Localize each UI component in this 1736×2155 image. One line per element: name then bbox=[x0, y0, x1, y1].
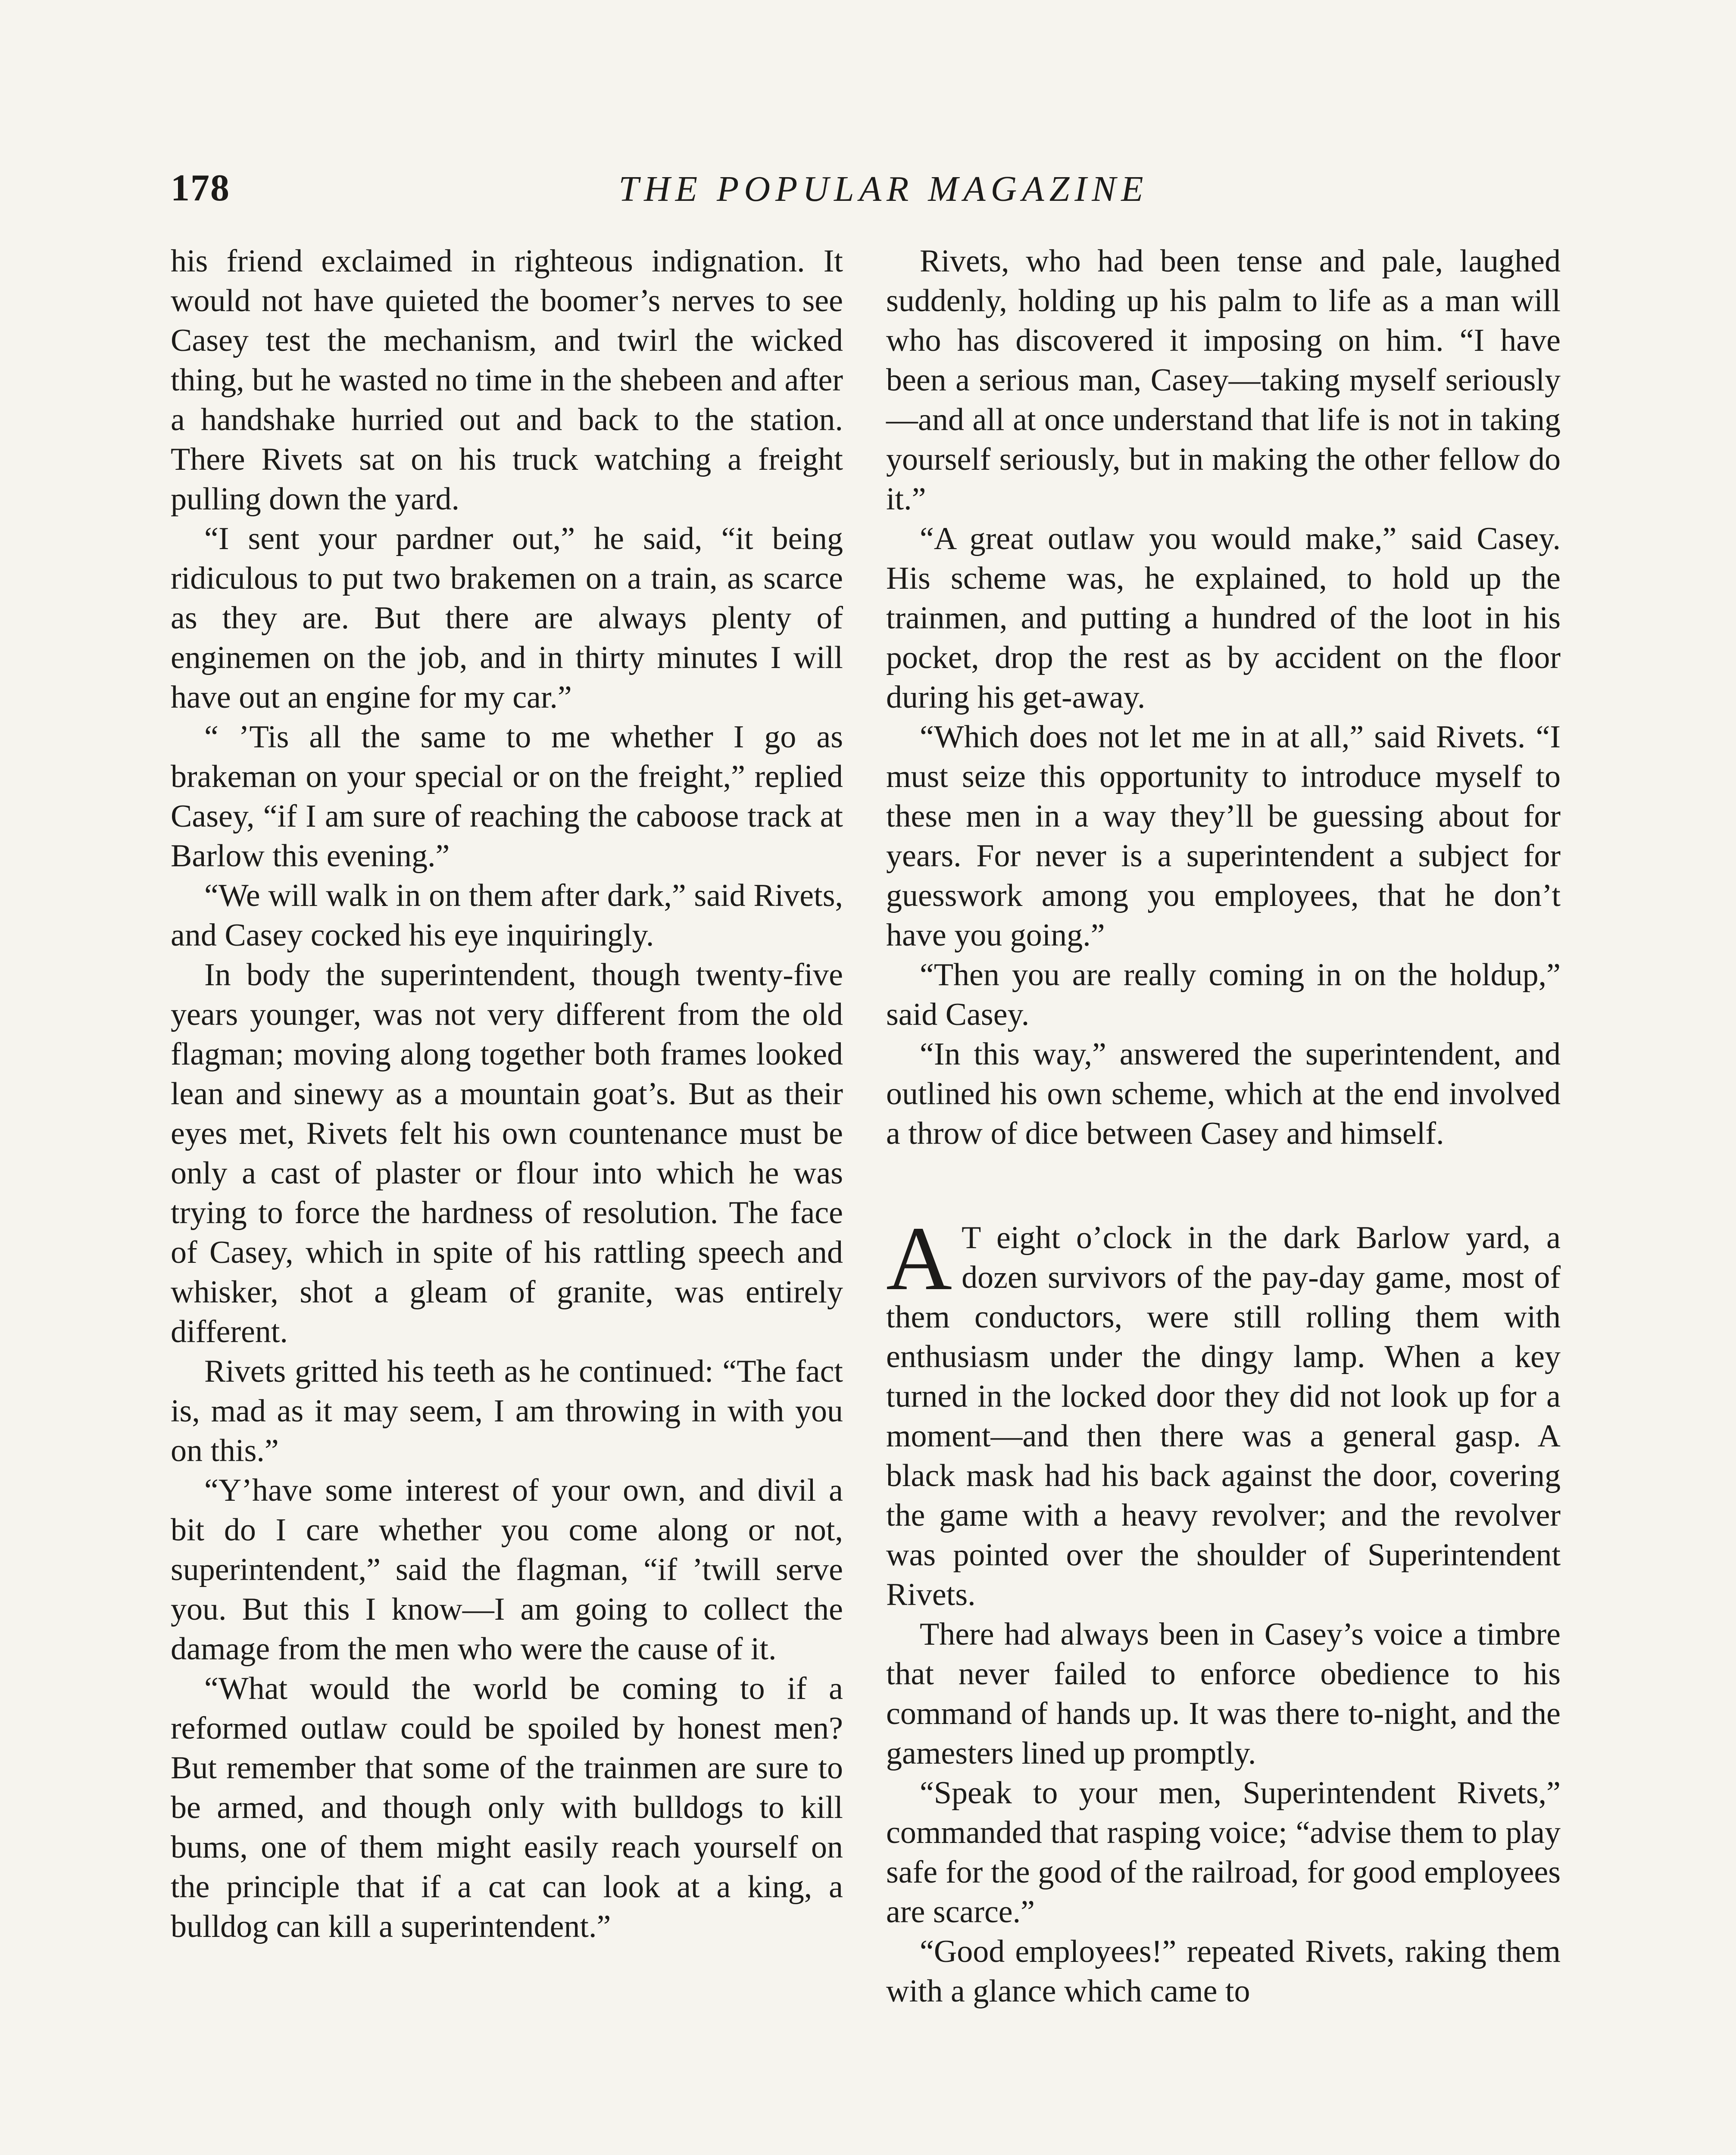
section-opening-paragraph bbox=[886, 1208, 1561, 1615]
paragraph: his friend exclaimed in righteous indignation. It would not have quieted the boomer’s nerves to see Casey test the mechanism, and twirl the wicked thing, but he wasted no time in the shebeen and after a handshake hurried out and back to the station. There Rivets sat on his truck watching a freight pulling down the yard. bbox=[171, 244, 843, 517]
paragraph: Rivets gritted his teeth as he continued: “The fact is, mad as it may seem, I am throwing in with you on this.” bbox=[171, 1354, 843, 1468]
paragraph: “Y’have some interest of your own, and divil a bit do I care whether you come along or not, superintendent,” said the flagman, “if ’twill serve you. But this I know—I am going to collect the damage from the men who were the cause of it. bbox=[171, 1473, 843, 1667]
drop-cap: A bbox=[886, 1208, 952, 1309]
paragraph: Rivets, who had been tense and pale, laughed suddenly, holding up his palm to life as a man will who has discovered it imposing on him. “I have been a serious man, Casey—taking myself seriously—and all at once understand that life is not in taking yourself seriously, but in making the other fellow do it.” bbox=[886, 244, 1561, 517]
paragraph: In body the superintendent, though twenty-five years younger, was not very different from the old flagman; moving along together both frames looked lean and sinewy as a mountain goat’s. But as their eyes met, Rivets felt his own countenance must be only a cast of plaster or flour into which he was trying to force the hardness of resolution. The face of Casey, which in spite of his rattling speech and whisker, shot a gleam of granite, was entirely different. bbox=[171, 957, 843, 1349]
paragraph: “Good employees!” repeated Rivets, raking them with a glance which came to bbox=[886, 1934, 1561, 2009]
paragraph: “Speak to your men, Superintendent Rivets,” commanded that rasping voice; “advise them to play safe for the good of the railroad, for good employees are scarce.” bbox=[886, 1775, 1561, 1930]
paragraph: “We will walk in on them after dark,” said Rivets, and Casey cocked his eye inquiringly. bbox=[171, 878, 843, 953]
paragraph: There had always been in Casey’s voice a timbre that never failed to enforce obedience to his command of hands up. It was there to-night, and the gamesters lined up promptly. bbox=[886, 1617, 1561, 1771]
paragraph: “Which does not let me in at all,” said Rivets. “I must seize this opportunity to introduce myself to these men in a way they’ll be guessing about for years. For never is a superintendent a subject for guesswork among you employees, that he don’t have you going.” bbox=[886, 719, 1561, 953]
paragraph: “A great outlaw you would make,” said Casey. His scheme was, he explained, to hold up the trainmen, and putting a hundred of the loot in his pocket, drop the rest as by accident on the floor during his get-away. bbox=[886, 521, 1561, 715]
paragraph: “ ’Tis all the same to me whether I go as brakeman on your special or on the freight,” replied Casey, “if I am sure of reaching the caboose track at Barlow this evening.” bbox=[171, 719, 843, 874]
paragraph: “Then you are really coming in on the holdup,” said Casey. bbox=[886, 957, 1561, 1032]
page-number: 178 bbox=[171, 167, 230, 209]
right-column bbox=[886, 241, 1561, 2011]
paragraph: “I sent your pardner out,” he said, “it being ridiculous to put two brakemen on a train, as scarce as they are. But there are always plenty of enginemen on the job, and in thirty minutes I will have out an engine for my car.” bbox=[171, 521, 843, 715]
left-column bbox=[171, 241, 843, 1946]
section-opening-text: T eight o’clock in the dark Barlow yard, a dozen survivors of the pay-day game, most of them conductors, were still rolling them with enthusiasm under the dingy lamp. When a key turned in the locked door they did not look up for a moment—and then there was a general gasp. A black mask had his back against the door, covering the game with a heavy revolver; and the revolver was pointed over the shoulder of Superintendent Rivets. bbox=[886, 1220, 1561, 1612]
paragraph: “In this way,” answered the superintendent, and outlined his own scheme, which at the end involved a throw of dice between Casey and himself. bbox=[886, 1037, 1561, 1151]
paragraph: “What would the world be coming to if a reformed outlaw could be spoiled by honest men? But remember that some of the trainmen are sure to be armed, and though only with bulldogs to kill bums, one of them might easily reach yourself on the principle that if a cat can look at a king, a bulldog can kill a superintendent.” bbox=[171, 1671, 843, 1944]
running-title: THE POPULAR MAGAZINE bbox=[618, 169, 1149, 209]
